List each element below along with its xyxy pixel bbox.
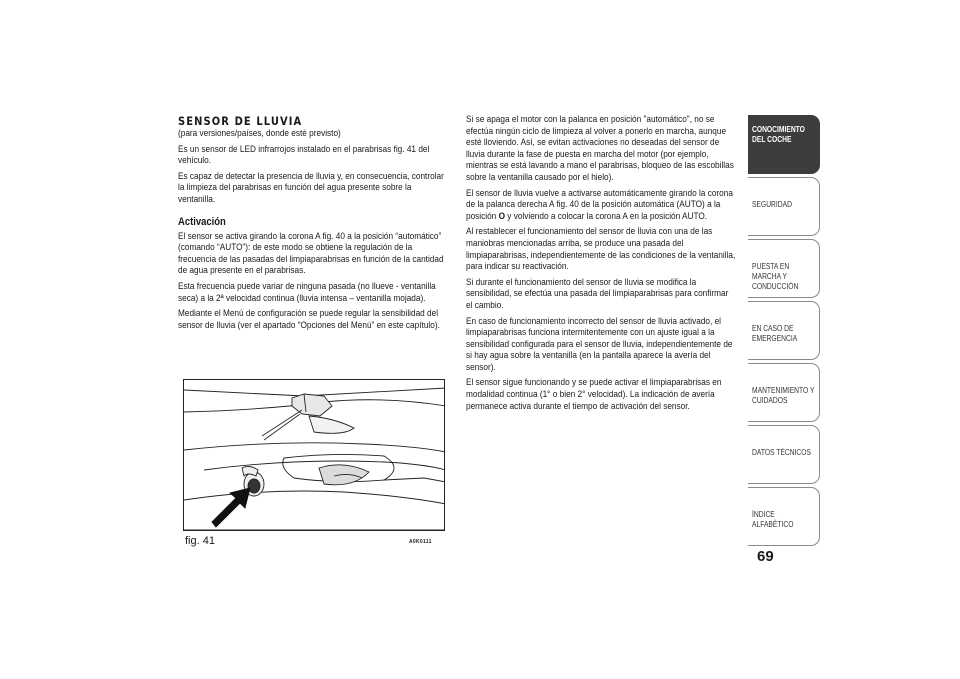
tab-label: MANTENIMIENTO Y CUIDADOS [752, 386, 815, 405]
tab-conocimiento-del-coche[interactable] [748, 115, 820, 174]
tab-en-caso-de-emergencia[interactable] [748, 301, 820, 360]
tab-label: EN CASO DE EMERGENCIA [752, 324, 798, 343]
off-position-symbol: O [498, 210, 505, 222]
paragraph-part: y volviendo a colocar la corona A en la posición AUTO. [504, 210, 708, 222]
paragraph [466, 188, 735, 223]
figure-rain-sensor-illustration [183, 379, 445, 531]
left-column [178, 115, 451, 335]
figure-label: fig. 41 [185, 535, 215, 547]
tab-datos-tecnicos[interactable] [748, 425, 820, 484]
chapter-tabs [748, 115, 820, 549]
paragraph: Esta frecuencia puede variar de ninguna pasada (no llueve - ventanilla seca) a la 2ª velocidad continua (lluvia intensa – ventanilla mojada). [178, 280, 436, 304]
paragraph: El sensor se activa girando la corona A fig. 40 a la posición “automático” (comando “AUTO”): de este modo se obtiene la regulación de la frecuencia de las pasadas del limpiaparabrisas en función de la cantidad de agua presente en el parabrisas. [178, 230, 444, 277]
right-column [466, 114, 736, 416]
paragraph: Es un sensor de LED infrarrojos instalado en el parabrisas fig. 41 del vehículo. [178, 143, 430, 167]
paragraph: En caso de funcionamiento incorrecto del sensor de lluvia activado, el limpiaparabrisas funciona intermitentemente con un ajuste igual a la sensibilidad configurada para el sensor de lluvia, independientemente de si hay agua sobre la ventanilla (en la pantalla aparece la avería del sensor). [466, 315, 733, 373]
paragraph: Si durante el funcionamiento del sensor de lluvia se modifica la sensibilidad, se efectúa una pasada del limpiaparabrisas para confirmar el cambio. [466, 276, 729, 311]
tab-label: DATOS TÉCNICOS [752, 448, 811, 457]
page-number: 69 [757, 548, 774, 565]
tab-indice-alfabetico[interactable] [748, 487, 820, 546]
tab-label: SEGURIDAD [752, 200, 792, 209]
paragraph: Al restablecer el funcionamiento del sensor de lluvia con una de las maniobras mencionadas arriba, se produce una pasada del limpiaparabrisas, independientemente de las condiciones de la ventanilla, para indicar su reactivación. [466, 226, 736, 273]
paragraph: Es capaz de detectar la presencia de lluvia y, en consecuencia, controlar la limpieza del parabrisas en función del agua presente sobre la ventanilla. [178, 170, 444, 205]
tab-label: ÍNDICE ALFABÉTICO [752, 510, 794, 529]
paragraph-part: El sensor de lluvia vuelve a activarse automáticamente girando la corona de la palanca derecha A fig. 40 de la posición automática (AUTO) a la posición [466, 187, 733, 222]
paragraph: Mediante el Menú de configuración se puede regular la sensibilidad del sensor de lluvia (ver el apartado “Opciones del Menú” en este capítulo). [178, 308, 440, 331]
activation-heading: Activación [178, 215, 226, 228]
tab-mantenimiento[interactable] [748, 363, 820, 422]
section-subtitle: (para versiones/países, donde esté previsto) [178, 128, 341, 139]
tab-puesta-en-marcha[interactable] [748, 239, 820, 298]
paragraph: El sensor sigue funcionando y se puede activar el limpiaparabrisas en modalidad continua (1° o bien 2° velocidad). La indicación de avería permanece activa durante el tiempo de activación del sensor. [466, 377, 722, 412]
tab-label: PUESTA EN MARCHA Y CONDUCCIÓN [752, 262, 799, 291]
figure-code: A0K0111 [409, 539, 432, 545]
section-title: SENSOR DE LLUVIA [178, 114, 303, 128]
tab-label: CONOCIMIENTO DEL COCHE [752, 125, 805, 144]
tab-seguridad[interactable] [748, 177, 820, 236]
paragraph: Si se apaga el motor con la palanca en posición "automático", no se efectúa ningún ciclo de limpieza al volver a ponerlo en marcha, aunque esté lloviendo. Así, se evitan activaciones no deseadas del sensor de lluvia durante la fase de puesta en marcha del motor (por ejemplo, mientras se está lavando a mano el parabrisas, bloqueo de las escobillas sobre la ventanilla causado por el hielo). [466, 114, 734, 183]
